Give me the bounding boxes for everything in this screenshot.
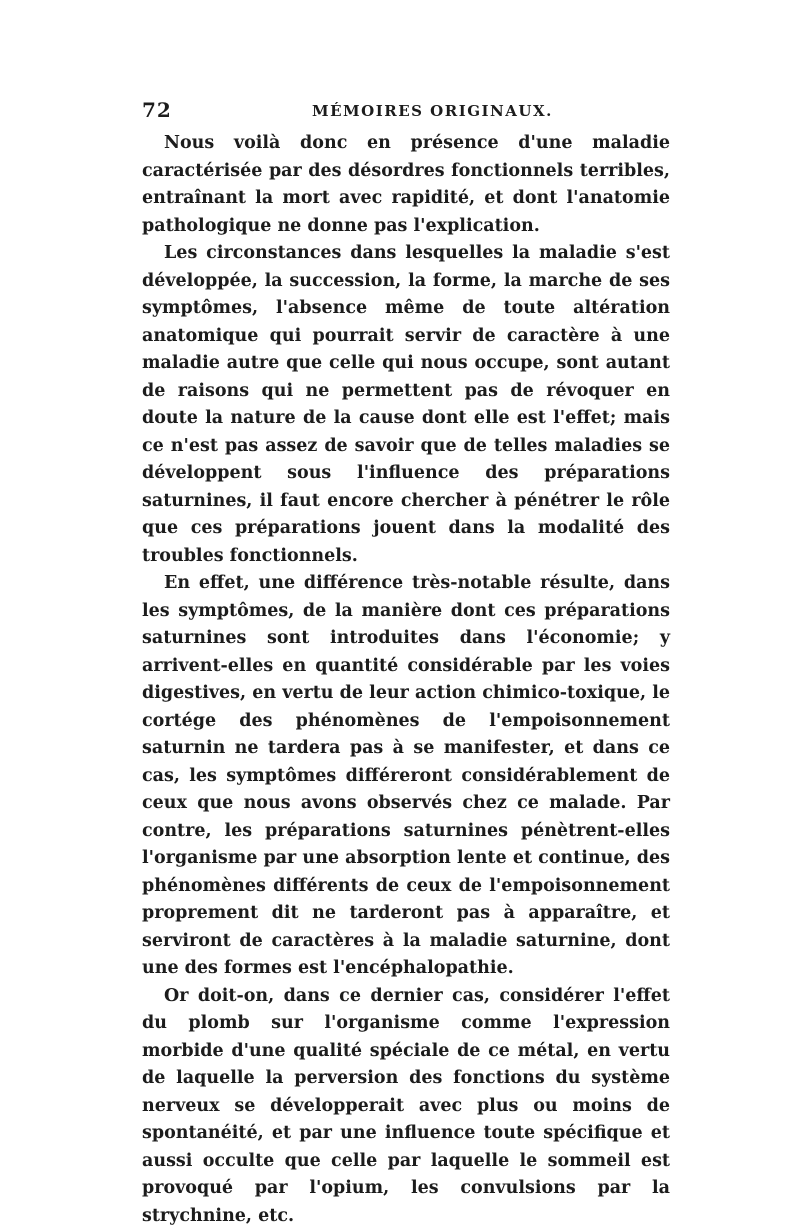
- running-head: [142, 98, 670, 122]
- book-page: [142, 98, 670, 1230]
- paragraph-4: Or doit-on, dans ce dernier cas, considérer l'effet du plomb sur l'organisme comme l'expression morbide d'une qualité spéciale de ce métal, en vertu de laquelle la perversion des fonctions du système nerveux se développerait avec plus ou moins de spontanéité, et par une influence toute spécifique et aussi occulte que celle par laquelle le sommeil est provoqué par l'opium, les convulsions par la strychnine, etc.: [142, 983, 670, 1230]
- running-title: MÉMOIRES ORIGINAUX.: [312, 102, 553, 120]
- paragraph-1: Nous voilà donc en présence d'une maladie caractérisée par des désordres fonctionnels terribles, entraînant la mort avec rapidité, et dont l'anatomie pathologique ne donne pas l'explication.: [142, 130, 670, 240]
- text-body: [142, 130, 670, 1230]
- paragraph-3: En effet, une différence très-notable résulte, dans les symptômes, de la manière dont ces préparations saturnines sont introduites dans l'économie; y arrivent-elles en quantité considérable par les voies digestives, en vertu de leur action chimico-toxique, le cortége des phénomènes de l'empoisonnement saturnin ne tardera pas à se manifester, et dans ce cas, les symptômes différeront considérablement de ceux que nous avons observés chez ce malade. Par contre, les préparations saturnines pénètrent-elles l'organisme par une absorption lente et continue, des phénomènes différents de ceux de l'empoisonnement proprement dit ne tarderont pas à apparaître, et serviront de caractères à la maladie saturnine, dont une des formes est l'encéphalopathie.: [142, 570, 670, 983]
- page-number: 72: [142, 98, 172, 122]
- paragraph-2: Les circonstances dans lesquelles la maladie s'est développée, la succession, la forme, la marche de ses symptômes, l'absence même de toute altération anatomique qui pourrait servir de caractère à une maladie autre que celle qui nous occupe, sont autant de raisons qui ne permettent pas de révoquer en doute la nature de la cause dont elle est l'effet; mais ce n'est pas assez de savoir que de telles maladies se développent sous l'influence des préparations saturnines, il faut encore chercher à pénétrer le rôle que ces préparations jouent dans la modalité des troubles fonctionnels.: [142, 240, 670, 570]
